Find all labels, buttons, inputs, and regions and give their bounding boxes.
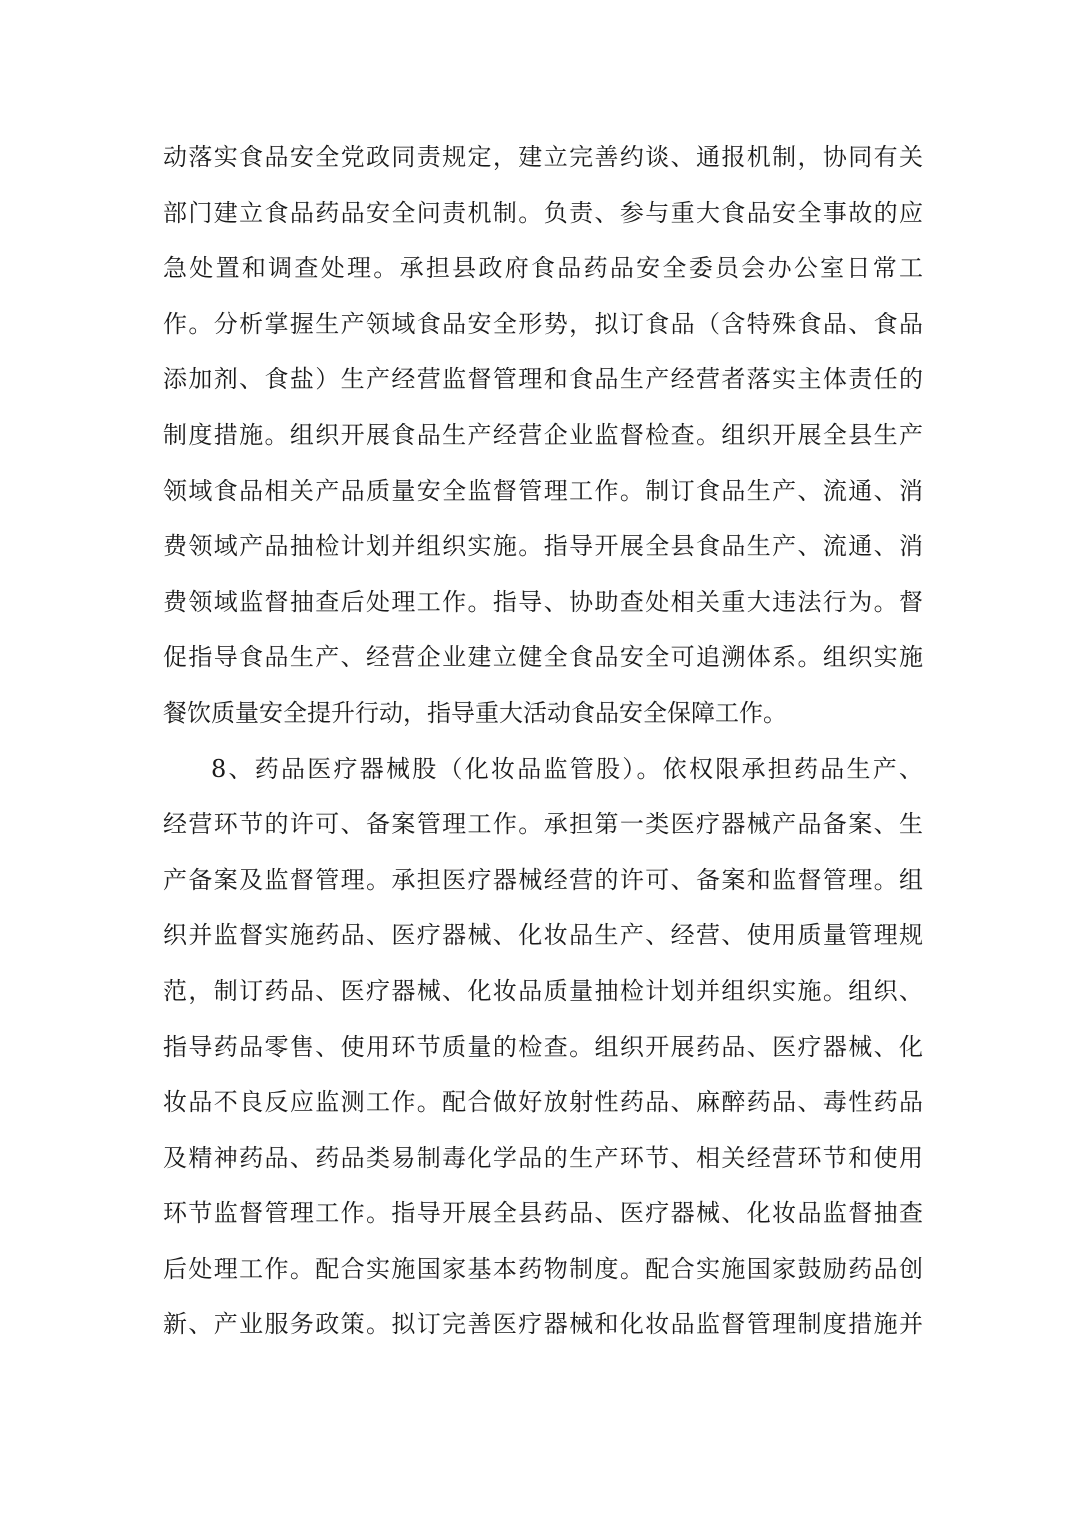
paragraph-line: 作。分析掌握生产领域食品安全形势，拟订食品（含特殊食品、食品 bbox=[163, 309, 923, 338]
paragraph-line: 妆品不良反应监测工作。配合做好放射性药品、麻醉药品、毒性药品 bbox=[163, 1088, 923, 1117]
paragraph-line: 促指导食品生产、经营企业建立健全食品安全可追溯体系。组织实施 bbox=[163, 643, 923, 672]
paragraph-line: 餐饮质量安全提升行动，指导重大活动食品安全保障工作。 bbox=[163, 698, 787, 727]
paragraph-line: 环节监督管理工作。指导开展全县药品、医疗器械、化妆品监督抽查 bbox=[163, 1199, 923, 1228]
paragraph-line: 新、产业服务政策。拟订完善医疗器械和化妆品监督管理制度措施并 bbox=[163, 1310, 923, 1339]
paragraph-line: 指导药品零售、使用环节质量的检查。组织开展药品、医疗器械、化 bbox=[163, 1032, 923, 1061]
section-heading-line: 8、药品医疗器械股（化妆品监管股）。依权限承担药品生产、 bbox=[211, 754, 923, 783]
paragraph-line: 费领域产品抽检计划并组织实施。指导开展全县食品生产、流通、消 bbox=[163, 532, 923, 561]
paragraph-food-safety bbox=[163, 130, 923, 742]
paragraph-line: 织并监督实施药品、医疗器械、化妆品生产、经营、使用质量管理规 bbox=[163, 921, 923, 950]
document-body bbox=[163, 130, 923, 1353]
paragraph-line: 部门建立食品药品安全问责机制。负责、参与重大食品安全事故的应 bbox=[163, 198, 923, 227]
paragraph-line: 费领域监督抽查后处理工作。指导、协助查处相关重大违法行为。督 bbox=[163, 587, 923, 616]
paragraph-line: 后处理工作。配合实施国家基本药物制度。配合实施国家鼓励药品创 bbox=[163, 1254, 923, 1283]
paragraph-line: 急处置和调查处理。承担县政府食品药品安全委员会办公室日常工 bbox=[163, 254, 923, 283]
paragraph-line: 领域食品相关产品质量安全监督管理工作。制订食品生产、流通、消 bbox=[163, 476, 923, 505]
paragraph-line: 产备案及监督管理。承担医疗器械经营的许可、备案和监督管理。组 bbox=[163, 865, 923, 894]
paragraph-line: 经营环节的许可、备案管理工作。承担第一类医疗器械产品备案、生 bbox=[163, 810, 923, 839]
paragraph-line: 及精神药品、药品类易制毒化学品的生产环节、相关经营环节和使用 bbox=[163, 1143, 923, 1172]
paragraph-line: 动落实食品安全党政同责规定，建立完善约谈、通报机制，协同有关 bbox=[163, 143, 923, 171]
paragraph-line: 制度措施。组织开展食品生产经营企业监督检查。组织开展全县生产 bbox=[163, 420, 923, 449]
paragraph-line: 范，制订药品、医疗器械、化妆品质量抽检计划并组织实施。组织、 bbox=[163, 976, 923, 1005]
paragraph-drug-device-section bbox=[163, 742, 923, 1354]
paragraph-line: 添加剂、食盐）生产经营监督管理和食品生产经营者落实主体责任的 bbox=[163, 365, 923, 394]
